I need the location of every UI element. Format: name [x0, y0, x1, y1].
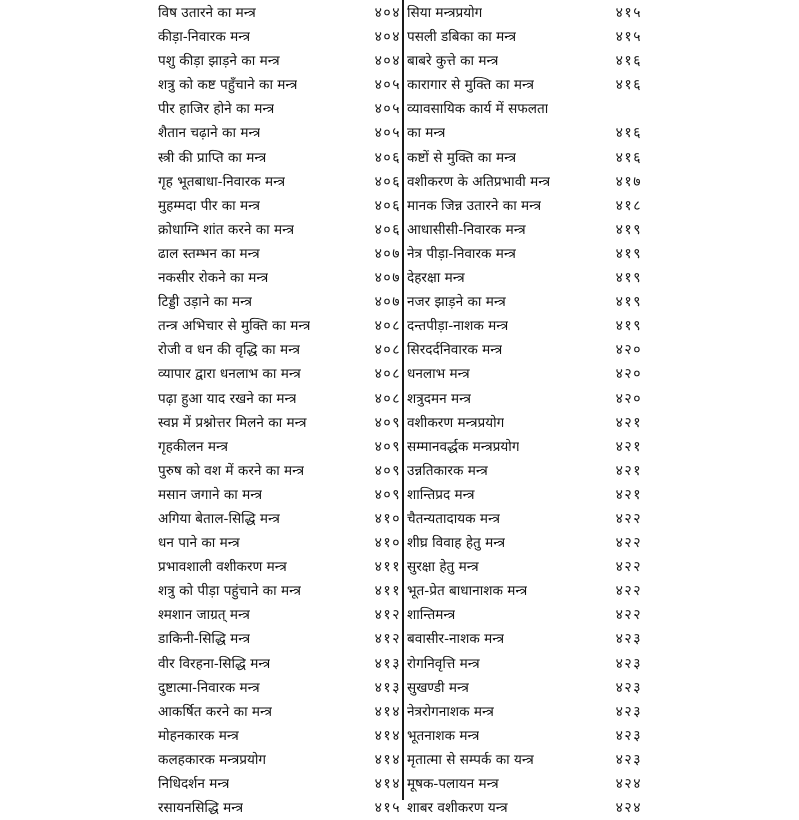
contents-entry — [158, 338, 401, 362]
entry-title: क्रोधाग्नि शांत करने का मन्त्र — [158, 221, 295, 238]
entry-title: अगिया बेताल-सिद्धि मन्त्र — [158, 510, 280, 527]
entry-page-number: ४१८ — [615, 197, 642, 214]
contents-entry — [407, 338, 642, 362]
entry-title: डाकिनी-सिद्धि मन्त्र — [158, 631, 251, 648]
entry-title: व्यावसायिक कार्य में सफलता — [407, 101, 549, 118]
entry-title: का मन्त्र — [407, 125, 446, 142]
entry-page-number: ४१६ — [615, 77, 642, 94]
entry-title: स्त्री की प्राप्ति का मन्त्र — [158, 149, 267, 166]
entry-page-number: ४१३ — [374, 679, 401, 696]
contents-entry — [407, 579, 642, 603]
contents-entry — [407, 724, 642, 748]
entry-title: वशीकरण मन्त्रप्रयोग — [407, 414, 505, 431]
contents-entry — [158, 700, 401, 724]
entry-page-number: ४०५ — [374, 77, 401, 94]
entry-title: आधासीसी-निवारक मन्त्र — [407, 221, 526, 238]
entry-title: रोजी व धन की वृद्धि का मन्त्र — [158, 342, 300, 359]
contents-entry — [158, 266, 401, 290]
entry-title: शत्रुदमन मन्त्र — [407, 390, 472, 407]
entry-page-number: ४२२ — [615, 510, 642, 527]
entry-title: देहरक्षा मन्त्र — [407, 270, 465, 287]
contents-entry — [158, 603, 401, 627]
contents-entry — [407, 531, 642, 555]
entry-page-number: ४२३ — [615, 631, 642, 648]
entry-title: तन्त्र अभिचार से मुक्ति का मन्त्र — [158, 318, 311, 335]
entry-page-number: ४१४ — [374, 751, 401, 768]
contents-entry — [158, 290, 401, 314]
entry-title: शीघ्र विवाह हेतु मन्त्र — [407, 535, 506, 552]
contents-entry — [158, 362, 401, 386]
entry-page-number: ४०७ — [374, 294, 401, 311]
entry-title: कलहकारक मन्त्रप्रयोग — [158, 751, 266, 768]
entry-page-number: ४१० — [374, 510, 401, 527]
contents-entry — [158, 97, 401, 121]
entry-page-number: ४२० — [615, 390, 642, 407]
contents-entry — [158, 194, 401, 218]
entry-page-number: ४११ — [374, 559, 401, 576]
contents-entry — [407, 218, 642, 242]
entry-page-number: ४२४ — [615, 776, 642, 792]
entry-title: कष्टों से मुक्ति का मन्त्र — [407, 149, 517, 166]
contents-entry — [158, 1, 401, 25]
entry-page-number: ४२१ — [615, 462, 642, 479]
entry-page-number: ४०९ — [374, 414, 401, 431]
entry-page-number: ४०६ — [374, 149, 401, 166]
entry-page-number: ४२२ — [615, 583, 642, 600]
entry-page-number: ४१२ — [374, 607, 401, 624]
contents-entry — [407, 603, 642, 627]
entry-title: शाबर वशीकरण यन्त्र — [407, 800, 508, 817]
entry-title: सम्मानवर्द्धक मन्त्रप्रयोग — [407, 438, 520, 455]
contents-entry — [407, 387, 642, 411]
entry-title: श्मशान जाग्रत् मन्त्र — [158, 607, 250, 624]
entry-title: सिया मन्त्रप्रयोग — [407, 5, 483, 21]
entry-page-number: ४२० — [615, 342, 642, 359]
entry-page-number: ४२१ — [615, 414, 642, 431]
entry-page-number: ४०९ — [374, 486, 401, 503]
entry-title: नकसीर रोकने का मन्त्र — [158, 270, 269, 287]
entry-page-number: ४१६ — [615, 125, 642, 142]
contents-entry — [158, 387, 401, 411]
contents-entry — [158, 411, 401, 435]
entry-title: मुहम्मदा पीर का मन्त्र — [158, 197, 261, 214]
contents-entry — [158, 555, 401, 579]
entry-page-number: ४२४ — [615, 800, 642, 817]
contents-entry — [158, 459, 401, 483]
contents-entry — [407, 97, 642, 121]
contents-entry — [158, 483, 401, 507]
contents-entry — [158, 772, 401, 796]
entry-page-number: ४१४ — [374, 703, 401, 720]
entry-page-number: ४१७ — [615, 173, 642, 190]
entry-title: शत्रु को पीड़ा पहुंचाने का मन्त्र — [158, 583, 301, 600]
entry-title: पढ़ा हुआ याद रखने का मन्त्र — [158, 390, 297, 407]
contents-entry — [158, 579, 401, 603]
entry-title: मृतात्मा से सम्पर्क का यन्त्र — [407, 751, 534, 768]
contents-entry — [407, 362, 642, 386]
contents-entry — [158, 121, 401, 145]
entry-page-number: ४२३ — [615, 751, 642, 768]
entry-title: निधिदर्शन मन्त्र — [158, 776, 230, 792]
contents-entry — [407, 676, 642, 700]
contents-entry — [407, 73, 642, 97]
contents-right-column — [407, 1, 642, 820]
entry-title: प्रभावशाली वशीकरण मन्त्र — [158, 559, 287, 576]
contents-entry — [407, 483, 642, 507]
contents-entry — [158, 218, 401, 242]
contents-entry — [407, 652, 642, 676]
entry-page-number: ४२३ — [615, 727, 642, 744]
entry-page-number: ४१६ — [615, 53, 642, 70]
contents-entry — [158, 652, 401, 676]
entry-title: सुरक्षा हेतु मन्त्र — [407, 559, 479, 576]
entry-page-number: ४२३ — [615, 679, 642, 696]
entry-title: नजर झाड़ने का मन्त्र — [407, 294, 506, 311]
column-divider — [402, 0, 404, 800]
contents-entry — [407, 314, 642, 338]
entry-page-number: ४०८ — [374, 342, 401, 359]
entry-page-number: ४२१ — [615, 438, 642, 455]
entry-title: नेत्र पीड़ा-निवारक मन्त्र — [407, 245, 516, 262]
entry-page-number: ४१५ — [374, 800, 401, 817]
contents-entry — [407, 194, 642, 218]
entry-title: भूत-प्रेत बाधानाशक मन्त्र — [407, 583, 528, 600]
contents-entry — [407, 1, 642, 25]
contents-entry — [158, 627, 401, 651]
entry-page-number: ४१४ — [374, 776, 401, 792]
entry-page-number: ४२२ — [615, 535, 642, 552]
entry-title: कीड़ा-निवारक मन्त्र — [158, 29, 251, 46]
entry-title: विष उतारने का मन्त्र — [158, 5, 256, 21]
entry-page-number: ४२२ — [615, 607, 642, 624]
contents-entry — [158, 49, 401, 73]
entry-page-number: ४२१ — [615, 486, 642, 503]
entry-title: आकर्षित करने का मन्त्र — [158, 703, 272, 720]
entry-page-number: ४१४ — [374, 727, 401, 744]
entry-title: ढाल स्तम्भन का मन्त्र — [158, 245, 260, 262]
entry-title: दुष्टात्मा-निवारक मन्त्र — [158, 679, 260, 696]
entry-page-number: ४०९ — [374, 462, 401, 479]
contents-entry — [407, 627, 642, 651]
entry-page-number: ४२० — [615, 366, 642, 383]
entry-title: मूषक-पलायन मन्त्र — [407, 776, 499, 792]
contents-entry — [407, 700, 642, 724]
entry-title: व्यापार द्वारा धनलाभ का मन्त्र — [158, 366, 301, 383]
entry-page-number: ४१५ — [615, 5, 642, 21]
entry-title: चैतन्यतादायक मन्त्र — [407, 510, 500, 527]
contents-entry — [407, 146, 642, 170]
contents-entry — [407, 435, 642, 459]
entry-title: नेत्ररोगनाशक मन्त्र — [407, 703, 494, 720]
contents-left-column — [158, 1, 401, 820]
entry-page-number: ४२३ — [615, 655, 642, 672]
entry-page-number: ४०६ — [374, 197, 401, 214]
entry-page-number: ४१९ — [615, 245, 642, 262]
entry-page-number: ४१९ — [615, 221, 642, 238]
entry-page-number: ४०८ — [374, 366, 401, 383]
contents-entry — [407, 459, 642, 483]
entry-title: दन्तपीड़ा-नाशक मन्त्र — [407, 318, 509, 335]
contents-entry — [158, 676, 401, 700]
entry-title: स्वप्न में प्रश्नोत्तर मिलने का मन्त्र — [158, 414, 307, 431]
entry-title: सुखण्डी मन्त्र — [407, 679, 469, 696]
entry-title: बवासीर-नाशक मन्त्र — [407, 631, 505, 648]
entry-title: पुरुष को वश में करने का मन्त्र — [158, 462, 305, 479]
entry-title: वीर विरहना-सिद्धि मन्त्र — [158, 655, 271, 672]
contents-entry — [158, 507, 401, 531]
entry-page-number: ४१६ — [615, 149, 642, 166]
contents-entry — [158, 531, 401, 555]
entry-page-number: ४०५ — [374, 101, 401, 118]
entry-title: पशु कीड़ा झाड़ने का मन्त्र — [158, 53, 280, 70]
entry-title: मोहनकारक मन्त्र — [158, 727, 239, 744]
contents-entry — [407, 266, 642, 290]
entry-title: रोगनिवृत्ति मन्त्र — [407, 655, 480, 672]
entry-title: उन्नतिकारक मन्त्र — [407, 462, 488, 479]
contents-entry — [407, 507, 642, 531]
entry-title: टिड्डी उड़ाने का मन्त्र — [158, 294, 253, 311]
contents-entry — [158, 724, 401, 748]
entry-page-number: ४१९ — [615, 318, 642, 335]
contents-entry — [407, 25, 642, 49]
entry-page-number: ४०७ — [374, 270, 401, 287]
entry-title: मानक जिन्न उतारने का मन्त्र — [407, 197, 542, 214]
entry-page-number: ४०४ — [374, 29, 401, 46]
entry-title: बाबरे कुत्ते का मन्त्र — [407, 53, 499, 70]
entry-page-number: ४१० — [374, 535, 401, 552]
contents-entry — [407, 555, 642, 579]
contents-entry — [407, 772, 642, 796]
entry-page-number: ४०६ — [374, 173, 401, 190]
entry-title: धन पाने का मन्त्र — [158, 535, 240, 552]
entry-page-number: ४१५ — [615, 29, 642, 46]
entry-title: शैतान चढ़ाने का मन्त्र — [158, 125, 261, 142]
entry-title: गृहकीलन मन्त्र — [158, 438, 228, 455]
entry-page-number: ४१९ — [615, 294, 642, 311]
contents-entry — [158, 748, 401, 772]
entry-title: धनलाभ मन्त्र — [407, 366, 470, 383]
entry-page-number: ४०५ — [374, 125, 401, 142]
entry-title: वशीकरण के अतिप्रभावी मन्त्र — [407, 173, 551, 190]
entry-title: शान्तिमन्त्र — [407, 607, 456, 624]
entry-page-number: ४११ — [374, 583, 401, 600]
entry-page-number: ४०८ — [374, 318, 401, 335]
entry-page-number: ४०८ — [374, 390, 401, 407]
entry-page-number: ४०६ — [374, 221, 401, 238]
entry-page-number: ४०४ — [374, 5, 401, 21]
contents-entry — [158, 435, 401, 459]
entry-page-number: ४१३ — [374, 655, 401, 672]
contents-entry — [158, 73, 401, 97]
entry-page-number: ४१९ — [615, 270, 642, 287]
entry-page-number: ४२२ — [615, 559, 642, 576]
contents-entry — [407, 242, 642, 266]
entry-title: रसायनसिद्धि मन्त्र — [158, 800, 244, 817]
entry-title: शत्रु को कष्ट पहुँचाने का मन्त्र — [158, 77, 298, 94]
entry-page-number: ४०७ — [374, 245, 401, 262]
entry-page-number: ४०९ — [374, 438, 401, 455]
entry-title: पीर हाजिर होने का मन्त्र — [158, 101, 275, 118]
entry-title: सिरदर्दनिवारक मन्त्र — [407, 342, 503, 359]
contents-entry — [407, 121, 642, 145]
contents-entry — [158, 170, 401, 194]
entry-title: पसली डबिका का मन्त्र — [407, 29, 517, 46]
entry-title: भूतनाशक मन्त्र — [407, 727, 480, 744]
contents-entry — [158, 146, 401, 170]
entry-page-number: ४१२ — [374, 631, 401, 648]
entry-title: गृह भूतबाधा-निवारक मन्त्र — [158, 173, 286, 190]
contents-entry — [407, 170, 642, 194]
entry-title: मसान जगाने का मन्त्र — [158, 486, 263, 503]
entry-page-number: ४२३ — [615, 703, 642, 720]
entry-title: शान्तिप्रद मन्त्र — [407, 486, 475, 503]
entry-page-number: ४०४ — [374, 53, 401, 70]
contents-entry — [407, 290, 642, 314]
contents-entry — [158, 242, 401, 266]
entry-title: कारागार से मुक्ति का मन्त्र — [407, 77, 534, 94]
contents-entry — [158, 314, 401, 338]
contents-entry — [407, 748, 642, 772]
contents-entry — [407, 49, 642, 73]
contents-entry — [158, 25, 401, 49]
contents-entry — [407, 411, 642, 435]
